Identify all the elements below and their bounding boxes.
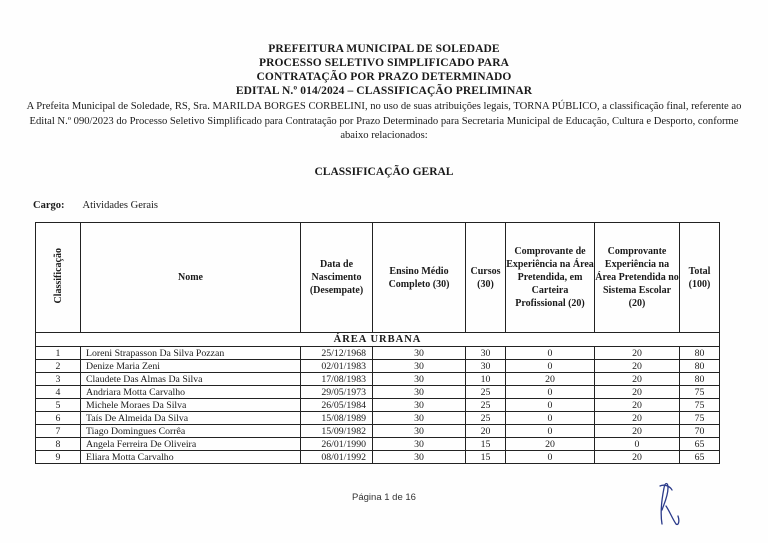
col-classificacao: Classificação: [36, 223, 81, 333]
table-row: [36, 425, 720, 438]
table-row: [36, 438, 720, 451]
total-cell: 75: [680, 412, 720, 425]
carteira-cell: 20: [506, 373, 595, 386]
nome-cell: Angela Ferreira De Oliveira: [81, 438, 301, 451]
carteira-cell: 0: [506, 425, 595, 438]
nome-cell: Michele Moraes Da Silva: [81, 399, 301, 412]
ensino-cell: 30: [373, 360, 466, 373]
cursos-cell: 20: [466, 425, 506, 438]
classificacao-cell: 5: [36, 399, 81, 412]
classificacao-cell: 9: [36, 451, 81, 464]
escolar-cell: 20: [595, 360, 680, 373]
escolar-cell: 20: [595, 425, 680, 438]
classificacao-cell: 6: [36, 412, 81, 425]
ensino-cell: 30: [373, 451, 466, 464]
nome-cell: Loreni Strapasson Da Silva Pozzan: [81, 347, 301, 360]
ensino-cell: 30: [373, 438, 466, 451]
ensino-cell: 30: [373, 399, 466, 412]
total-cell: 70: [680, 425, 720, 438]
table-row: [36, 360, 720, 373]
cursos-cell: 15: [466, 438, 506, 451]
cursos-cell: 25: [466, 399, 506, 412]
ensino-cell: 30: [373, 373, 466, 386]
classificacao-cell: 3: [36, 373, 81, 386]
nome-cell: Taís De Almeida Da Silva: [81, 412, 301, 425]
cargo-value: Atividades Gerais: [82, 200, 159, 211]
col-total: Total (100): [680, 223, 720, 333]
nome-cell: Tiago Domingues Corrêa: [81, 425, 301, 438]
table-row: [36, 412, 720, 425]
nome-cell: Claudete Das Almas Da Silva: [81, 373, 301, 386]
total-cell: 75: [680, 399, 720, 412]
escolar-cell: 20: [595, 386, 680, 399]
table-row: [36, 451, 720, 464]
escolar-cell: 0: [595, 438, 680, 451]
total-cell: 80: [680, 373, 720, 386]
carteira-cell: 0: [506, 451, 595, 464]
nascimento-cell: 15/08/1989: [301, 412, 373, 425]
header-line-1: PREFEITURA MUNICIPAL DE SOLEDADE: [268, 43, 500, 55]
area-row: [36, 333, 720, 347]
carteira-cell: 0: [506, 360, 595, 373]
ensino-cell: 30: [373, 386, 466, 399]
cargo-label: Cargo:: [33, 200, 65, 211]
carteira-cell: 20: [506, 438, 595, 451]
header-line-3: CONTRATAÇÃO POR PRAZO DETERMINADO: [256, 71, 512, 83]
classificacao-cell: 2: [36, 360, 81, 373]
area-label: ÁREA URBANA: [36, 333, 720, 347]
nome-cell: Denize Maria Zeni: [81, 360, 301, 373]
intro-paragraph: A Prefeita Municipal de Soledade, RS, Sra. MARILDA BORGES CORBELINI, no uso de suas atribuições legais, TORNA PÚBLICO, a classificação final, referente ao Edital N.º 090/2023 do Processo Seletivo Simplificado para Contratação por Prazo Determinado para Secretaria Municipal de Educação, Cultura e Desporto, conforme abaixo relacionados:: [26, 101, 742, 141]
col-exp-carteira: Comprovante de Experiência na Área Pretendida, em Carteira Profissional (20): [506, 223, 595, 333]
table-row: [36, 373, 720, 386]
col-cursos: Cursos (30): [466, 223, 506, 333]
cursos-cell: 25: [466, 386, 506, 399]
col-nome: Nome: [81, 223, 301, 333]
classificacao-cell: 1: [36, 347, 81, 360]
cargo-line: [33, 200, 158, 211]
ensino-cell: 30: [373, 412, 466, 425]
classificacao-cell: 4: [36, 386, 81, 399]
nascimento-cell: 29/05/1973: [301, 386, 373, 399]
col-nascimento: Data de Nascimento (Desempate): [301, 223, 373, 333]
total-cell: 80: [680, 347, 720, 360]
table-row: [36, 347, 720, 360]
total-cell: 80: [680, 360, 720, 373]
escolar-cell: 20: [595, 412, 680, 425]
total-cell: 65: [680, 451, 720, 464]
table-row: [36, 386, 720, 399]
nascimento-cell: 17/08/1983: [301, 373, 373, 386]
escolar-cell: 20: [595, 451, 680, 464]
nascimento-cell: 02/01/1983: [301, 360, 373, 373]
cursos-cell: 25: [466, 412, 506, 425]
carteira-cell: 0: [506, 386, 595, 399]
cursos-cell: 10: [466, 373, 506, 386]
col-ensino: Ensino Médio Completo (30): [373, 223, 466, 333]
nome-cell: Andriara Motta Carvalho: [81, 386, 301, 399]
section-title: CLASSIFICAÇÃO GERAL: [314, 166, 454, 178]
table-body: [36, 347, 720, 464]
nascimento-cell: 08/01/1992: [301, 451, 373, 464]
classificacao-cell: 8: [36, 438, 81, 451]
col-exp-escolar: Comprovante Experiência na Área Pretendida no Sistema Escolar (20): [595, 223, 680, 333]
nascimento-cell: 26/01/1990: [301, 438, 373, 451]
handwritten-signature: [650, 478, 690, 530]
nome-cell: Eliara Motta Carvalho: [81, 451, 301, 464]
carteira-cell: 0: [506, 412, 595, 425]
cursos-cell: 15: [466, 451, 506, 464]
classificacao-cell: 7: [36, 425, 81, 438]
nascimento-cell: 26/05/1984: [301, 399, 373, 412]
table-header-row: [36, 223, 720, 333]
nascimento-cell: 25/12/1968: [301, 347, 373, 360]
document-header: [0, 42, 768, 98]
total-cell: 65: [680, 438, 720, 451]
cursos-cell: 30: [466, 347, 506, 360]
total-cell: 75: [680, 386, 720, 399]
carteira-cell: 0: [506, 347, 595, 360]
carteira-cell: 0: [506, 399, 595, 412]
header-line-2: PROCESSO SELETIVO SIMPLIFICADO PARA: [258, 57, 510, 69]
ensino-cell: 30: [373, 347, 466, 360]
page-number: Página 1 de 16: [352, 492, 416, 503]
table-row: [36, 399, 720, 412]
escolar-cell: 20: [595, 373, 680, 386]
classification-table: [35, 222, 720, 464]
escolar-cell: 20: [595, 399, 680, 412]
header-line-4: EDITAL N.º 014/2024 – CLASSIFICAÇÃO PRELIMINAR: [235, 85, 533, 97]
ensino-cell: 30: [373, 425, 466, 438]
cursos-cell: 30: [466, 360, 506, 373]
escolar-cell: 20: [595, 347, 680, 360]
nascimento-cell: 15/09/1982: [301, 425, 373, 438]
